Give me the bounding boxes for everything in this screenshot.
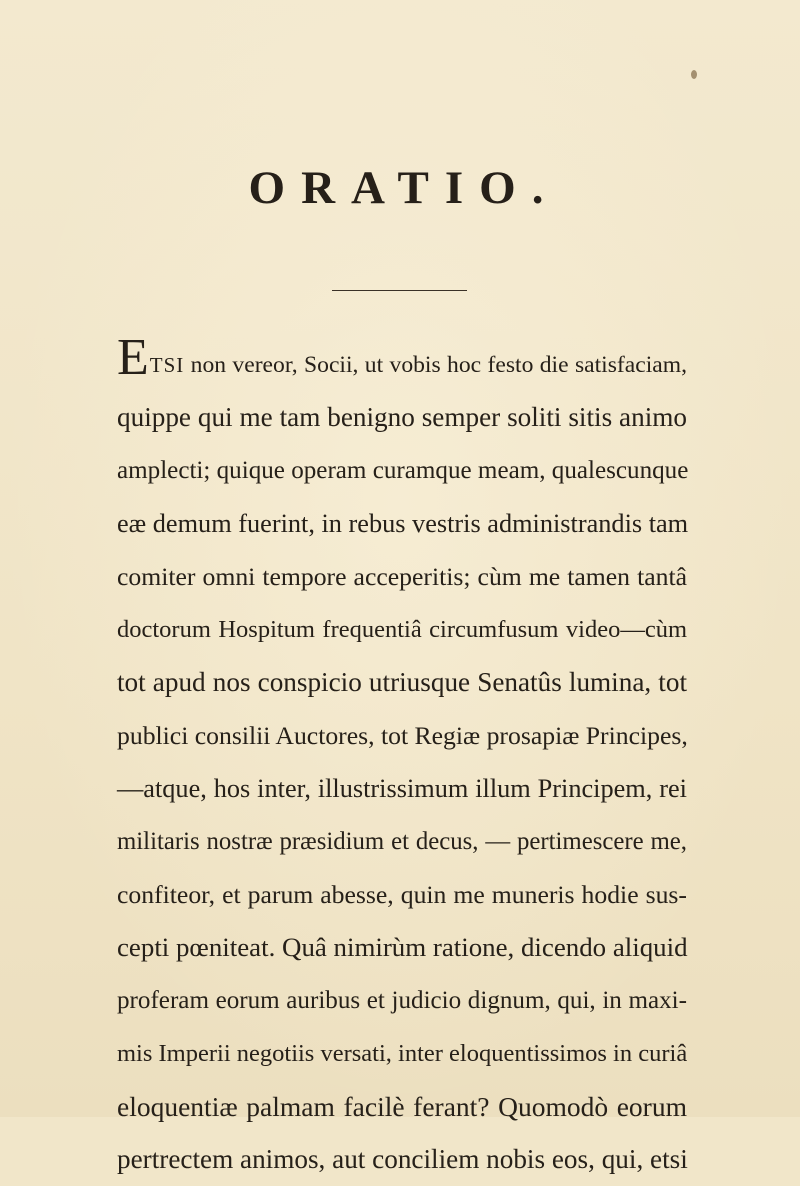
page-title: ORATIO. [248, 162, 560, 214]
text-line-7: tot apud nos conspicio utriusque Senatûs lumina, tot [117, 667, 687, 697]
text-line-9: —atque, hos inter, illustrissimum illum Principem, rei [117, 774, 687, 803]
text-line-11: confiteor, et parum abesse, quin me muneris hodie sus- [117, 880, 687, 909]
oration-text [117, 329, 689, 1186]
text-line-6: doctorum Hospitum frequentiâ circumfusum video—cùm [117, 616, 687, 643]
text-line-13: proferam eorum auribus et judicio dignum, qui, in maxi- [117, 987, 687, 1014]
ink-spot-mark [691, 70, 697, 79]
first-word-smallcaps: TSI [149, 353, 185, 377]
text-line-14: mis Imperii negotiis versati, inter eloquentissimos in curiâ [117, 1040, 688, 1067]
text-line-12: cepti pœniteat. Quâ nimirùm ratione, dicendo aliquid [117, 932, 688, 962]
text-line-16: pertrectem animos, aut conciliem nobis eos, qui, etsi [117, 1144, 688, 1174]
text-line-2: quippe qui me tam benigno semper soliti sitis animo [117, 402, 687, 432]
title-divider-rule [332, 290, 467, 291]
first-line-text: non vereor, Socii, ut vobis hoc festo die satisfaciam, [184, 352, 687, 378]
text-line-4: eæ demum fuerint, in rebus vestris administrandis tam [117, 509, 689, 538]
text-line-8: publici consilii Auctores, tot Regiæ prosapiæ Principes, [117, 721, 688, 750]
text-line-1 [117, 329, 687, 391]
text-line-10: militaris nostræ præsidium et decus, — pertimescere me, [117, 828, 687, 855]
text-line-3: amplecti; quique operam curamque meam, qualescunque [117, 457, 689, 484]
text-line-5: comiter omni tempore acceperitis; cùm me tamen tantâ [117, 562, 687, 591]
text-line-15: eloquentiæ palmam facilè ferant? Quomodò eorum [117, 1091, 687, 1122]
drop-capital: E [117, 329, 149, 386]
